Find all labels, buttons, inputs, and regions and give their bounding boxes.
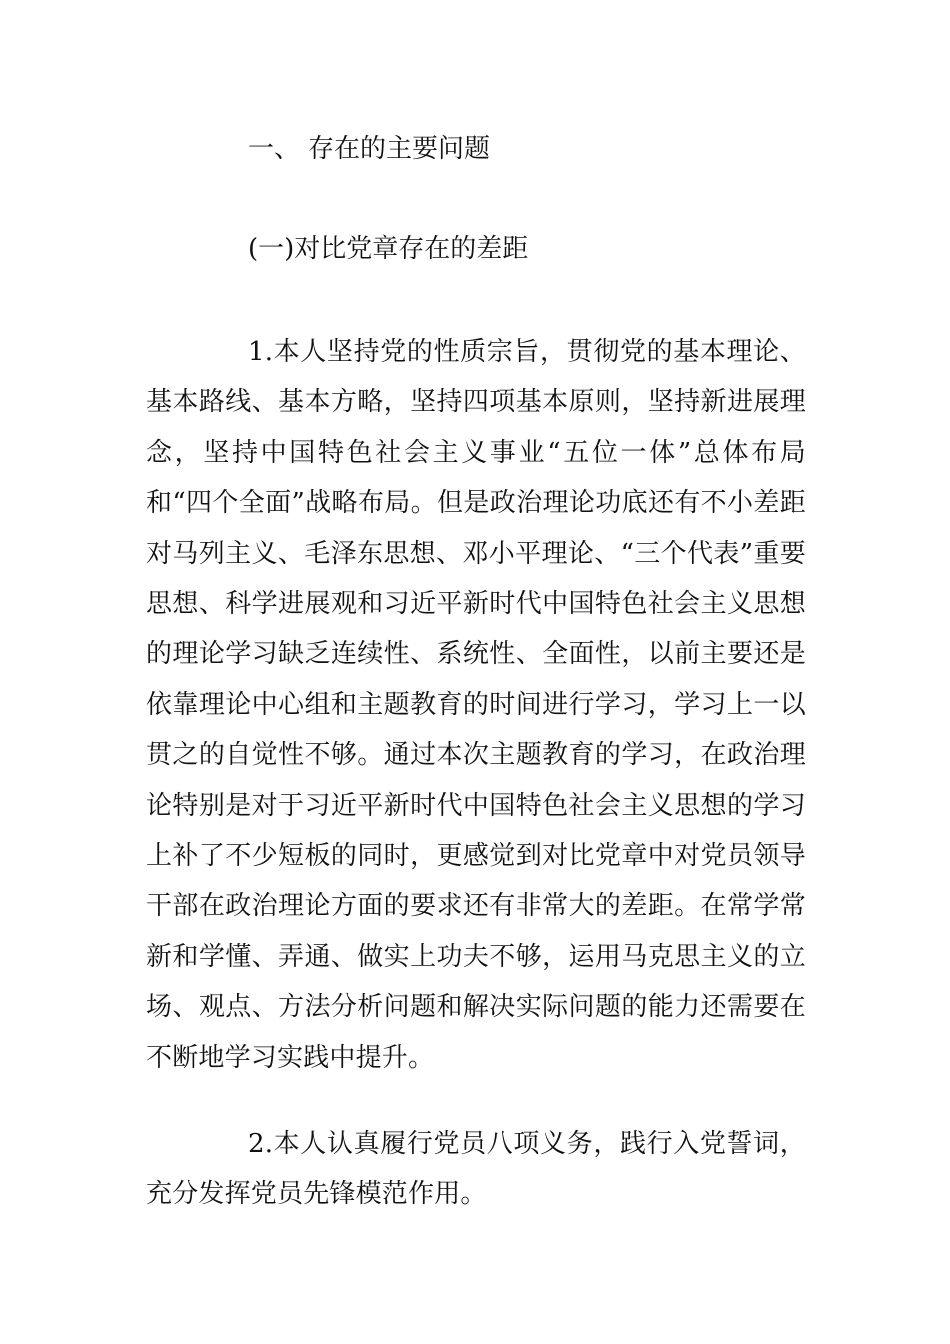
section-title: 存在的主要问题 <box>308 134 491 164</box>
section-heading <box>248 132 490 166</box>
subsection-heading: (一)对比党章存在的差距 <box>248 234 529 264</box>
paragraph-2: 2.本人认真履行党员八项义务，践行入党誓词，充分发挥党员先锋模范作用。 <box>146 1129 806 1210</box>
section-number: 一、 <box>248 134 301 164</box>
paragraph-1: 1.本人坚持党的性质宗旨，贯彻党的基本理论、基本路线、基本方略，坚持四项基本原则，坚持新进展理念，坚持中国特色社会主义事业“五位一体”总体布局和“四个全面”战略布局。但是政治理论功底还有不小差距对马列主义、毛泽东思想、邓小平理论、“三个代表”重要思想、科学进展观和习近平新时代中国特色社会主义思想的理论学习缺乏连续性、系统性、全面性，以前主要还是依靠理论中心组和主题教育的时间进行学习，学习上一以贯之的自觉性不够。通过本次主题教育的学习，在政治理论特别是对于习近平新时代中国特色社会主义思想的学习上补了不少短板的同时，更感觉到对比党章中对党员领导干部在政治理论方面的要求还有非常大的差距。在常学常新和学懂、弄通、做实上功夫不够，运用马克思主义的立场、观点、方法分析问题和解决实际问题的能力还需要在不断地学习实践中提升。 <box>146 337 806 1073</box>
